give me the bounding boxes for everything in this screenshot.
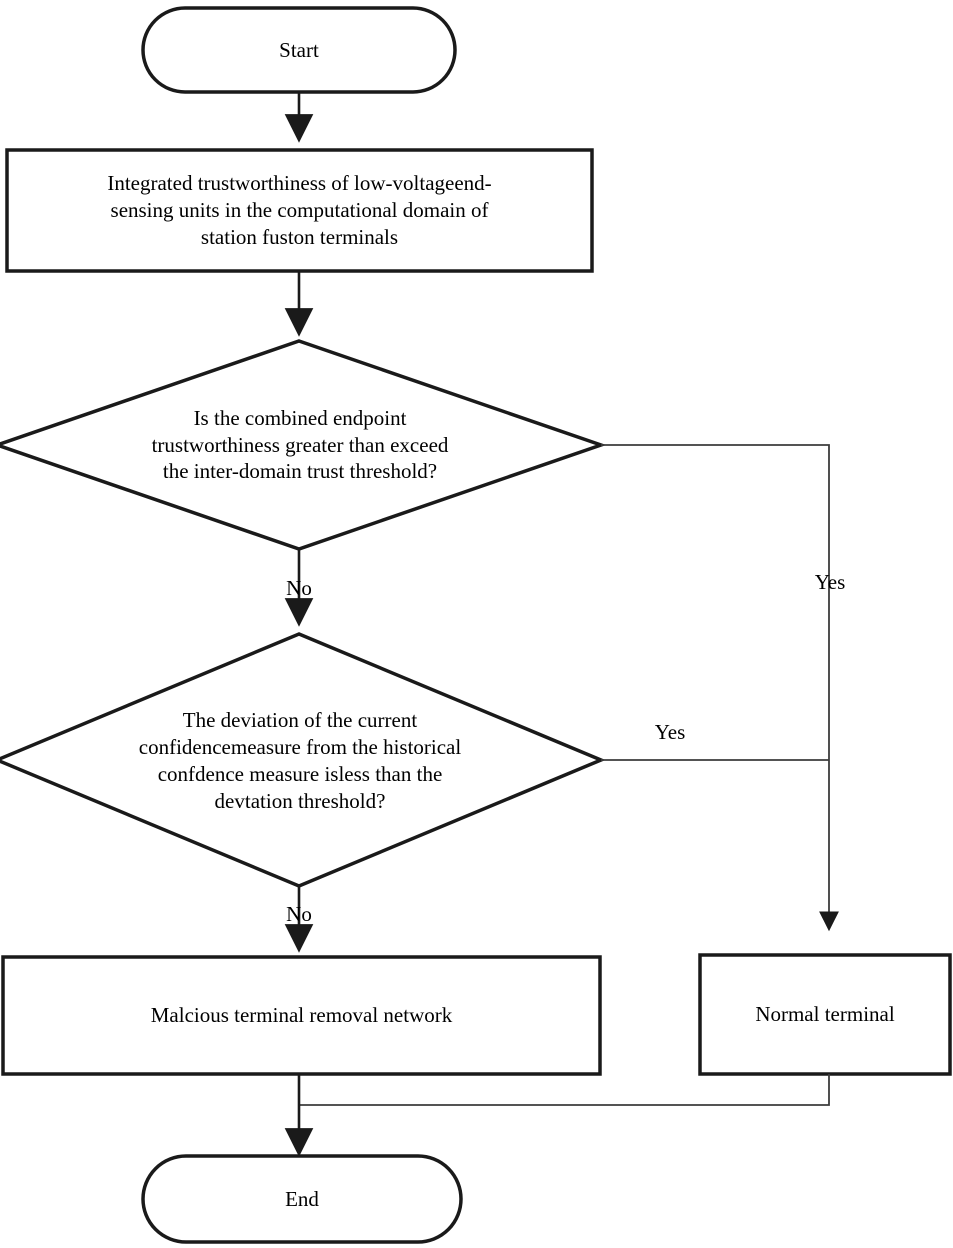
node-decision-deviation-label: The deviation of the current confidencemeasure from the historical confdence measure isless than the devtation threshold? xyxy=(138,708,462,813)
node-decision-deviation-shape xyxy=(0,634,601,886)
edge-label-deviation-yes: Yes xyxy=(654,720,686,744)
node-malicious-removal-label: Malcious terminal removal network xyxy=(150,1003,453,1028)
node-end-shape xyxy=(143,1156,461,1242)
edge-label-threshold-no: No xyxy=(286,576,312,600)
node-normal-terminal-label: Normal terminal xyxy=(755,1002,895,1027)
node-integrated-trust-shape xyxy=(7,150,592,271)
edge-normal-to-end xyxy=(299,1074,829,1105)
edge-label-threshold-yes: Yes xyxy=(814,570,846,594)
node-start-shape xyxy=(143,8,455,92)
edge-decision1-yes xyxy=(601,445,829,928)
node-decision-threshold-label: Is the combined endpoint trustworthiness greater than exceed the inter-domain trust threshold? xyxy=(151,405,449,484)
node-integrated-trust-label: Integrated trustworthiness of low-voltageend- sensing units in the computational domain of station fuston terminals xyxy=(107,171,492,249)
node-decision-threshold-shape xyxy=(0,341,601,549)
node-end-label: End xyxy=(285,1186,319,1211)
node-malicious-removal-shape xyxy=(3,957,600,1074)
node-start-label: Start xyxy=(279,37,319,62)
node-normal-terminal-shape xyxy=(700,955,950,1074)
edge-label-deviation-no: No xyxy=(286,902,312,926)
